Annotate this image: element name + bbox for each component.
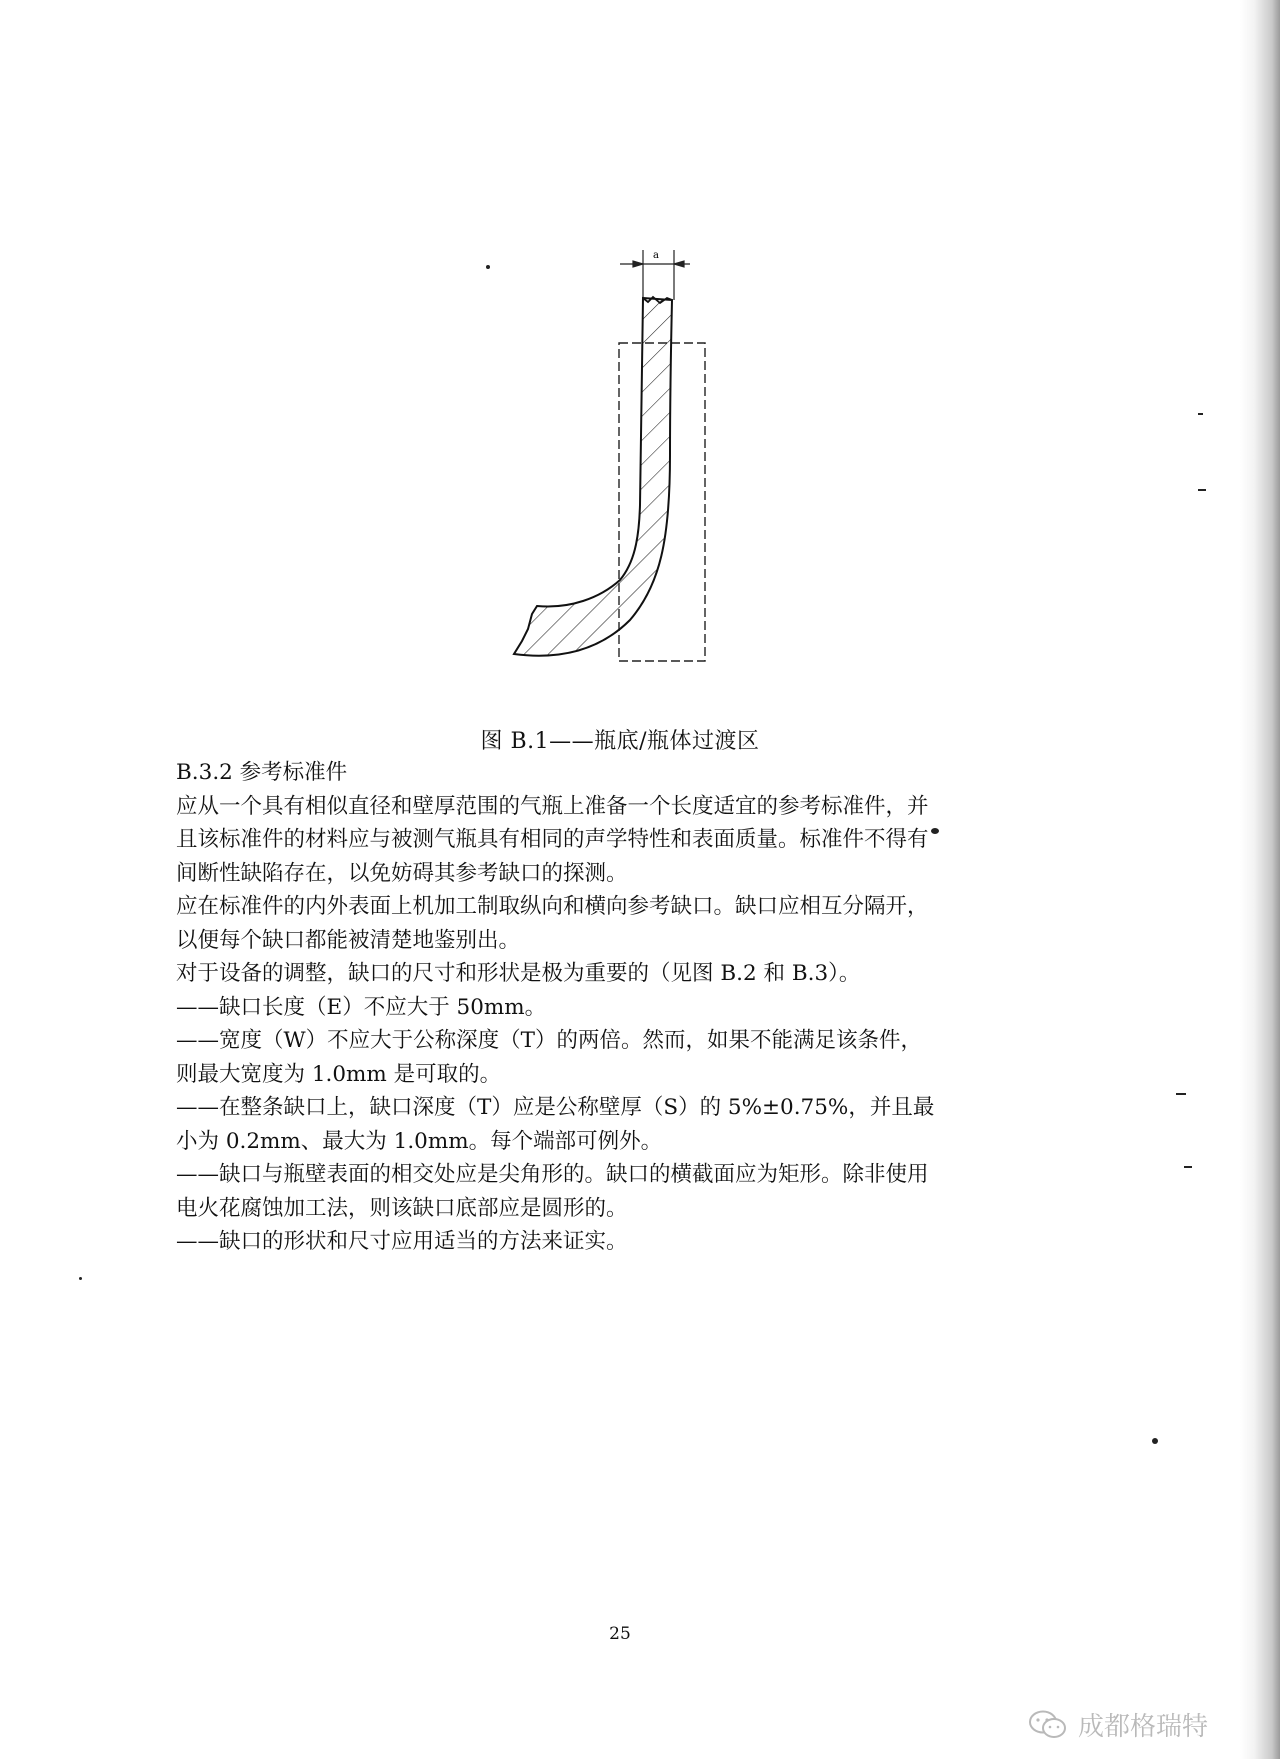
list-item-continued: 电火花腐蚀加工法，则该缺口底部应是圆形的。 — [176, 1195, 628, 1221]
wechat-icon — [1028, 1709, 1068, 1741]
list-item: ——缺口长度（E）不应大于 50mm。 — [176, 994, 547, 1020]
paragraph-line: 以便每个缺口都能被清楚地鉴别出。 — [176, 927, 521, 953]
scan-speck — [1184, 1166, 1192, 1168]
scan-speck — [1152, 1438, 1158, 1444]
list-item-continued: 小为 0.2mm、最大为 1.0mm。每个端部可例外。 — [176, 1128, 663, 1154]
scan-speck — [1176, 1093, 1186, 1095]
paragraph-line: 对于设备的调整，缺口的尺寸和形状是极为重要的（见图 B.2 和 B.3）。 — [176, 961, 861, 986]
paragraph-line: 应在标准件的内外表面上机加工制取纵向和横向参考缺口。缺口应相互分隔开， — [176, 894, 929, 919]
list-item-continued: 则最大宽度为 1.0mm 是可取的。 — [176, 1061, 502, 1087]
section-body — [176, 756, 1056, 1259]
dimension-label: a — [653, 250, 659, 261]
paragraph-line: 应从一个具有相似直径和壁厚范围的气瓶上准备一个长度适宜的参考标准件，并 — [176, 793, 929, 819]
figure-caption: 图 B.1——瓶底/瓶体过渡区 — [480, 729, 760, 754]
bottle-wall-section — [514, 298, 672, 656]
list-item: ——缺口的形状和尺寸应用适当的方法来证实。 — [176, 1229, 628, 1254]
scan-speck — [1198, 413, 1203, 415]
scan-speck — [79, 1277, 82, 1280]
list-item: ——缺口与瓶壁表面的相交处应是尖角形的。缺口的横截面应为矩形。除非使用 — [176, 1162, 929, 1187]
list-item: ——在整条缺口上，缺口深度（T）应是公称壁厚（S）的 5%±0.75%，并且最 — [176, 1095, 935, 1120]
bottle-transition-figure — [500, 240, 720, 680]
paragraph-line: 且该标准件的材料应与被测气瓶具有相同的声学特性和表面质量。标准件不得有 — [176, 827, 929, 852]
paragraph-line: 间断性缺陷存在，以免妨碍其参考缺口的探测。 — [176, 860, 628, 886]
watermark-text: 成都格瑞特 — [1078, 1712, 1209, 1742]
scan-edge-shadow — [1240, 0, 1280, 1759]
list-item: ——宽度（W）不应大于公称深度（T）的两倍。然而，如果不能满足该条件， — [176, 1028, 922, 1053]
page-number: 25 — [609, 1624, 631, 1644]
scan-speck — [486, 265, 490, 269]
watermark — [1028, 1706, 1208, 1743]
scan-speck — [1198, 489, 1206, 491]
section-heading: B.3.2 参考标准件 — [176, 760, 348, 785]
